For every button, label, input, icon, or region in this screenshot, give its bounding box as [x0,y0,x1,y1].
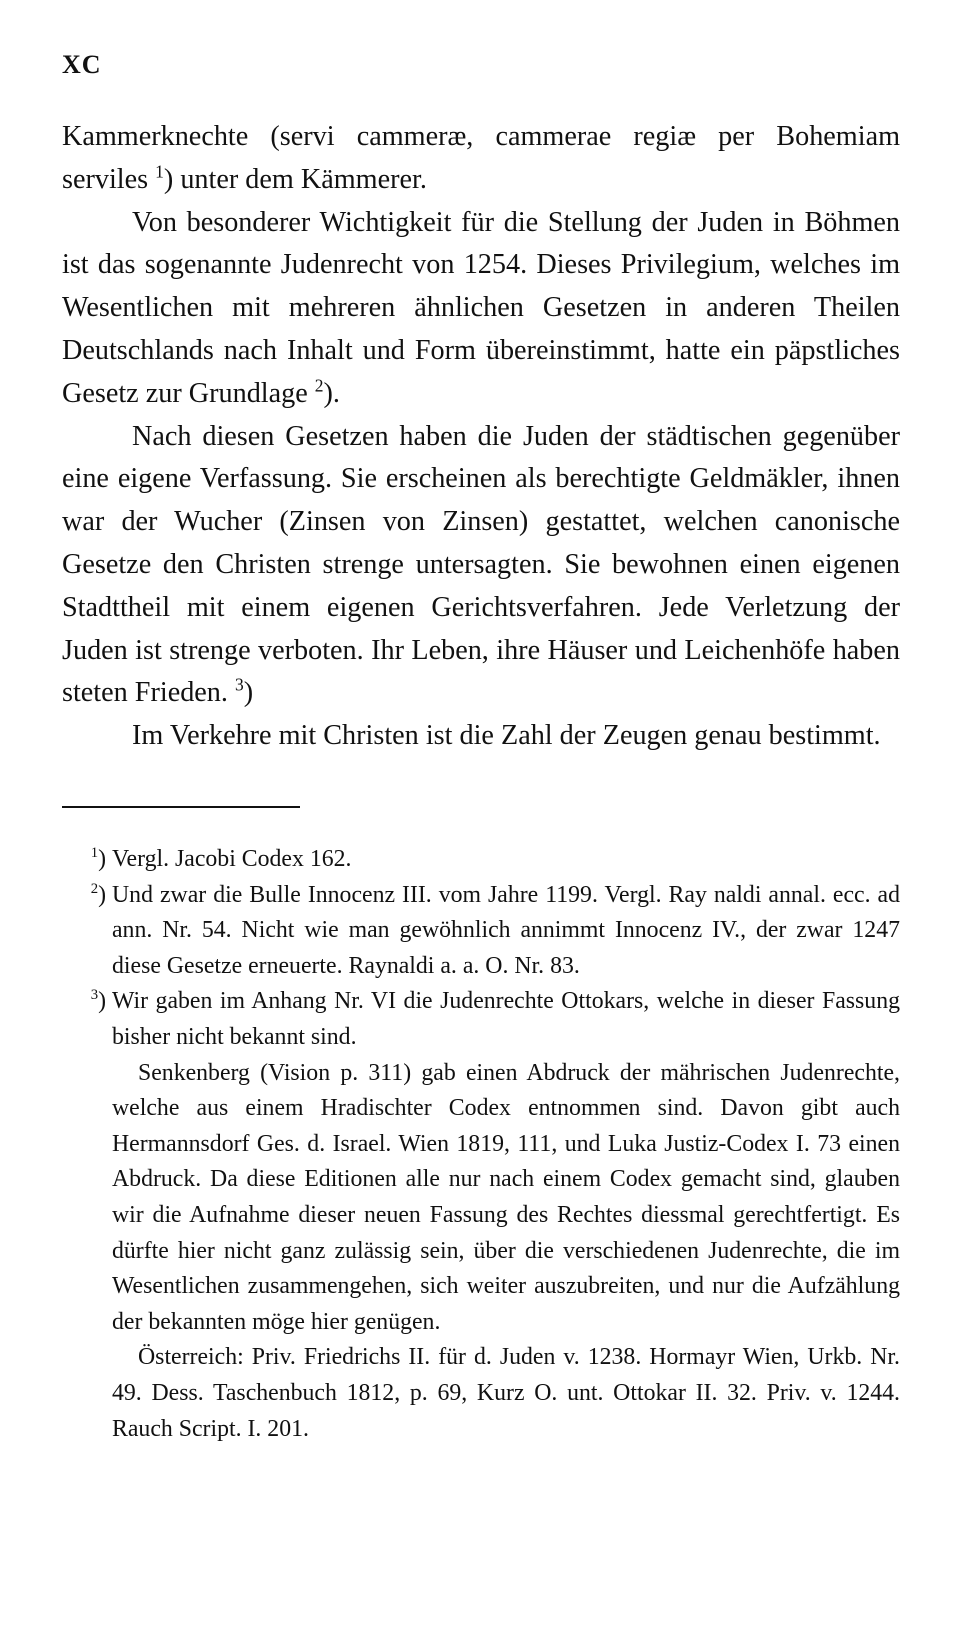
footnotes [62,842,900,1447]
footnote-text: Und zwar die Bulle Innocenz III. vom Jahre 1199. Vergl. Ray naldi annal. ecc. ad ann. Nr. 54. Nicht wie man gewöhnlich annimmt Innocenz IV., der zwar 1247 diese Gesetze erneuerte. Raynaldi a. a. O. Nr. 83. [112,881,900,979]
footnote-ref-2[interactable]: 2 [314,375,324,396]
footnote-2 [62,878,900,985]
footnote-ref-1[interactable]: 1 [155,161,164,182]
footnote-text: Österreich: Priv. Friedrichs II. für d. Juden v. 1238. Hormayr Wien, Urkb. Nr. 49. Dess. Taschenbuch 1812, p. 69, Kurz O. unt. Ottokar II. 32. Priv. v. 1244. Rauch Script. I. 201. [112,1344,900,1442]
paragraph-2 [62,202,900,416]
main-text [62,116,900,758]
paragraph-1 [62,116,900,202]
text-run: ) unter dem Kämmerer. [163,163,427,195]
text-run: Nach diesen Gesetzen haben die Juden der städtischen gegenüber eine eigene Verfassung. Sie erscheinen als berechtigte Geldmäkler, ihnen war der Wucher (Zinsen von Zinsen) gestattet, welchen canonische Gesetze den Christen strenge untersagten. Sie bewohnen einen eigenen Stadttheil mit einem eigenen Gerichtsverfahren. Jede Verletzung der Juden ist strenge verboten. Ihr Leben, ihre Häuser und Leichenhöfe haben steten Frieden. [62,420,900,709]
footnote-number: 3 [90,987,99,1004]
footnote-3 [62,984,900,1447]
footnote-text: Senkenberg (Vision p. 311) gab einen Abdruck der mährischen Judenrechte, welche aus einem Hradischter Codex entnommen sind. Davon gibt auch Hermannsdorf Ges. d. Israel. Wien 1819, 111, und Luka Justiz-Codex I. 73 einen Abdruck. Da diese Editionen alle nur nach einem Codex gemacht sind, glauben wir die Aufnahme dieser neuen Fassung des Rechtes diessmal gerechtfertigt. Es dürfte hier nicht ganz zulässig sein, über die verschiedenen Judenrechte, die im Wesentlichen zusammengehen, sich weiter auszubreiten, und nur die Aufzählung der bekannten möge hier genügen. [112,1059,900,1335]
footnote-divider [62,806,300,808]
text-run: ) [243,677,254,709]
page-number: XC [62,50,102,79]
footnote-mark: $^2$) [90,880,106,908]
text-run: ). [323,377,340,409]
footnote-ref-3[interactable]: 3 [235,674,244,695]
footnote-mark: $^1$) [90,845,106,872]
text-run: Von besonderer Wichtigkeit für die Stellung der Juden in Böhmen ist das sogenannte Judenrecht von 1254. Dieses Privilegium, welches im Wesentlichen mit mehreren ähnlichen Gesetzen in anderen Theilen Deutschlands nach Inhalt und Form übereinstimmt, hatte ein päpstliches Gesetz zur Grundlage [62,206,900,409]
text-run: Kammerknechte (servi cammeræ, cammerae regiæ per Bohemiam serviles [62,121,900,195]
footnote-body [112,878,900,985]
footnote-mark: $^3$) [90,987,106,1015]
footnote-number: 1 [90,845,99,862]
footnote-text: Wir gaben im Anhang Nr. VI die Judenrechte Ottokars, welche in dieser Fassung bisher nicht bekannt sind. [112,988,900,1050]
footnote-1 [62,842,900,878]
footnote-body [112,984,900,1447]
footnote-number: 2 [90,880,99,897]
footnote-text: Vergl. Jacobi Codex 162. [112,846,352,872]
paragraph-3 [62,416,900,716]
paragraph-4: Im Verkehre mit Christen ist die Zahl der Zeugen genau bestimmt. [132,720,881,752]
footnote-body [112,842,900,878]
